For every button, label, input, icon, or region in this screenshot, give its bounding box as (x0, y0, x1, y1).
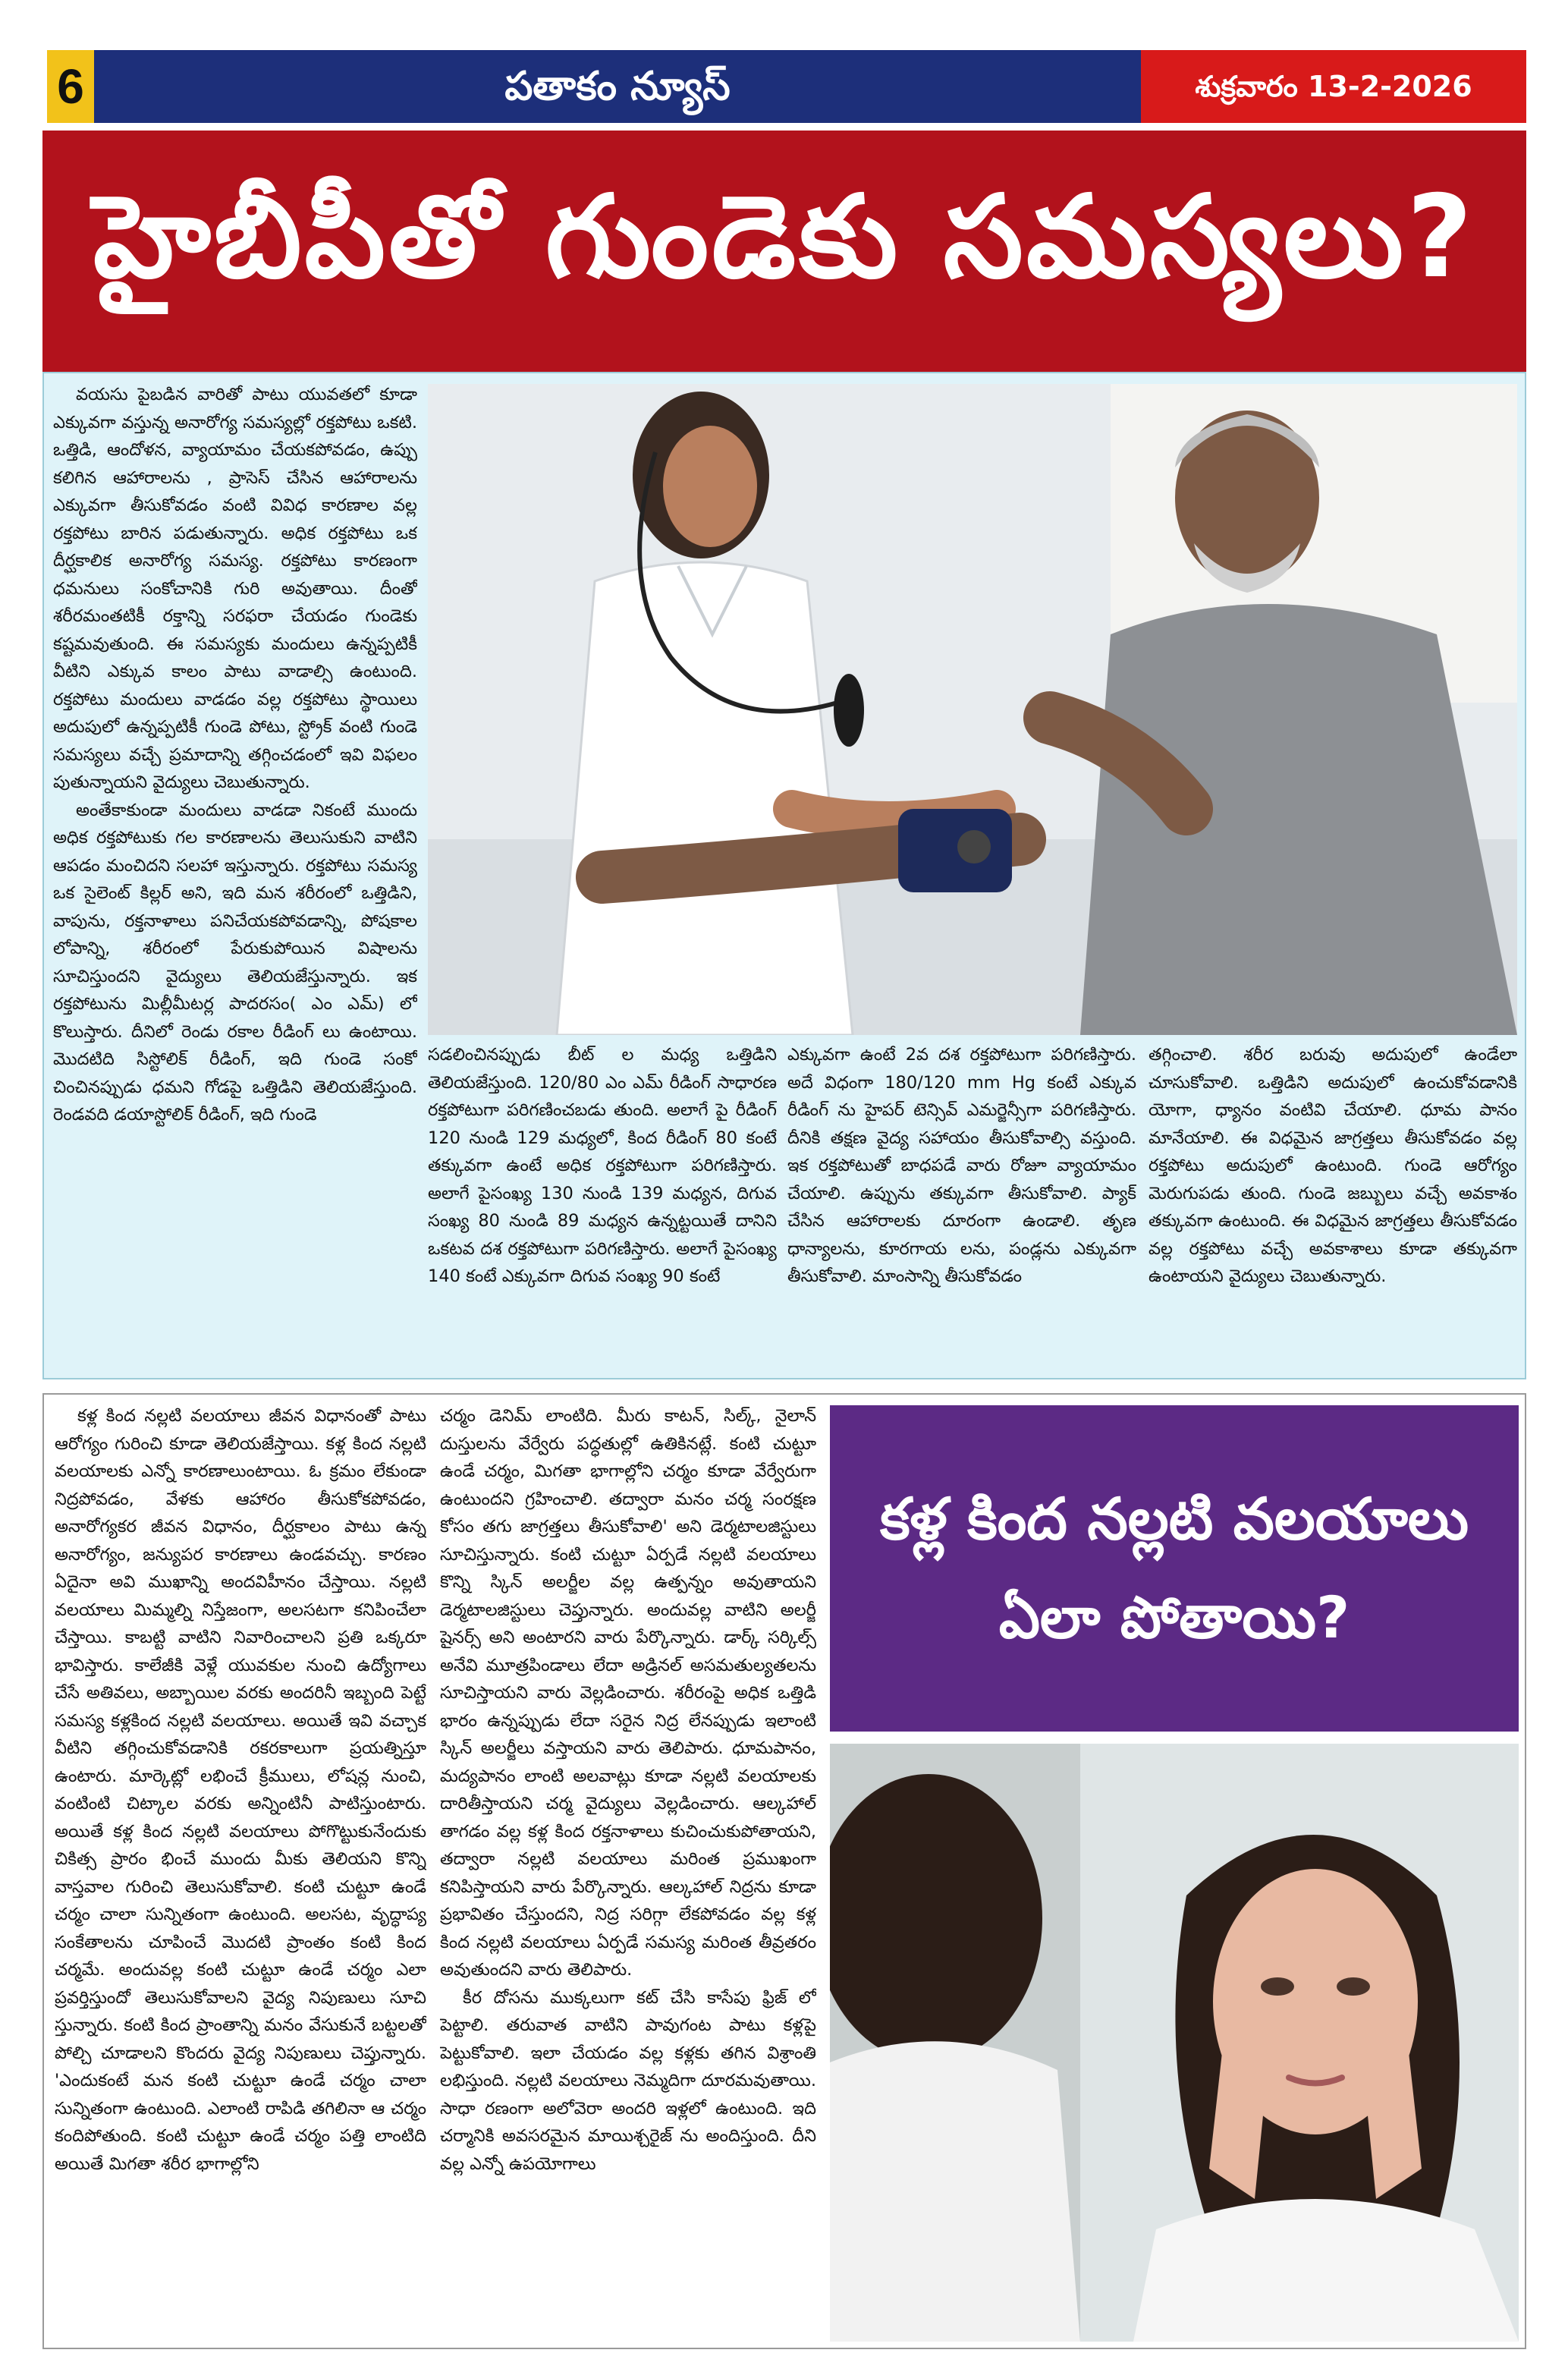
bottom-headline-box (830, 1405, 1519, 1732)
doctor-blood-pressure-illustration (428, 384, 1517, 1035)
bottom-headline-line-1: కళ్ల కింద నల్లటి వలయాలు (879, 1485, 1469, 1552)
woman-mirror-illustration (830, 1744, 1519, 2342)
top-headline: హైబీపీతో గుండెకు సమస్యలు? (93, 171, 1476, 304)
top-article-column-2-text: సడలించినప్పుడు బీట్ ల మధ్య ఒత్తిడిని తెలియజేస్తుంది. 120/80 ఎం ఎమ్ రీడింగ్ సాధారణ రక్తపోటుగా పరిగణించబడు తుంది. అలాగే పై రీడింగ్ 120 నుండి 129 మధ్యలో, కింద రీడింగ్ 80 కంటే తక్కువగా ఉంటే అధిక రక్తపోటుగా పరిగణిస్తారు. అలాగే పైసంఖ్య 130 నుండి 139 మధ్యన, దిగువ సంఖ్య 80 నుండి 89 మధ్యన ఉన్నట్టయితే దానిని ఒకటవ దశ రక్తపోటుగా పరిగణిస్తారు. అలాగే పైసంఖ్య 140 కంటే ఎక్కువగా దిగువ సంఖ్య 90 కంటే (428, 1045, 777, 1286)
paper-name: పతాకం న్యూస్ (94, 50, 1141, 123)
top-article-column-3-text: ఎక్కువగా ఉంటే 2వ దశ రక్తపోటుగా పరిగణిస్తారు. అదే విధంగా 180/120 mm Hg కంటే ఎక్కువ రీడింగ్ ను హైపర్ టెన్సివ్ ఎమర్జెన్సీగా పరిగణిస్తారు. దీనికి తక్షణ వైద్య సహాయం తీసుకోవాల్సి వస్తుంది. ఇక రక్తపోటుతో బాధపడే వారు రోజూ వ్యాయామం చేయాలి. ఉప్పును తక్కువగా తీసుకోవాలి. ప్యాక్ చేసిన ఆహారాలకు దూరంగా ఉండాలి. తృణ ధాన్యాలను, కూరగాయ లను, పండ్లను ఎక్కువగా తీసుకోవాలి. మాంసాన్ని తీసుకోవడం (787, 1045, 1136, 1286)
bottom-article (42, 1393, 1526, 2349)
bottom-headline-line-2: ఏలా పోతాయి? (998, 1584, 1350, 1651)
woman-dark-circles-photo (830, 1744, 1519, 2342)
top-article-column-1 (53, 381, 417, 1375)
top-headline-banner (42, 131, 1526, 372)
top-article-column-2 (428, 1041, 777, 1375)
top-article (42, 372, 1526, 1379)
page-number: 6 (47, 50, 94, 123)
bottom-article-column-1-text: కళ్ల కింద నల్లటి వలయాలు జీవన విధానంతో పాటు ఆరోగ్యం గురించి కూడా తెలియజేస్తాయి. కళ్ల కింద నల్లటి వలయాలకు ఎన్నో కారణాలుంటాయి. ఓ క్రమం లేకుండా నిద్రపోవడం, వేళకు ఆహారం తీసుకోకపోవడం, అనారోగ్యకర జీవన విధానం, దీర్ఘకాలం పాటు ఉన్న అనారోగ్యం, జన్యుపర కారణాలు ఉండవచ్చు. కారణం ఏదైనా అవి ముఖాన్ని అందవిహీనం చేస్తాయి. నల్లటి వలయాలు మిమ్మల్ని నిస్తేజంగా, అలసటగా కనిపించేలా చేస్తాయి. కాబట్టి వాటిని నివారించాలని ప్రతి ఒక్కరూ భావిస్తారు. కాలేజీకి వెళ్లే యువకుల నుంచి ఉద్యోగాలు చేసే అతివలు, అబ్బాయిల వరకు అందరినీ ఇబ్బంది పెట్టే సమస్య కళ్లకింద నల్లటి వలయాలు. అయితే ఇవి వచ్చాక వీటిని తగ్గించుకోవడానికి రకరకాలుగా ప్రయత్నిస్తూ ఉంటారు. మార్కెట్లో లభించే క్రీములు, లోషన్ల నుంచి, వంటింటి చిట్కాల వరకు అన్నింటినీ పాటిస్తుంటారు. అయితే కళ్ల కింద నల్లటి వలయాలు పోగొట్టుకునేందుకు చికిత్స ప్రారం భించే ముందు మీకు తెలియని కొన్ని వాస్తవాల గురించి తెలుసుకోవాలి. కంటి చుట్టూ ఉండే చర్మం చాలా సున్నితంగా ఉంటుంది. అలసట, వృద్ధాప్య సంకేతాలను చూపించే మొదటి ప్రాంతం కంటి కింద చర్మమే. అందువల్ల కంటి చుట్టూ ఉండే చర్మం ఎలా ప్రవర్తిస్తుందో తెలుసుకోవాలని వైద్య నిపుణులు సూచి స్తున్నారు. కంటి కింద ప్రాంతాన్ని మనం వేసుకునే బట్టలతో పోల్చి చూడాలని కొందరు వైద్య నిపుణులు చెప్తున్నారు. 'ఎందుకంటే మన కంటి చుట్టూ ఉండే చర్మం చాలా సున్నితంగా ఉంటుంది. ఎలాంటి రాపిడి తగిలినా ఆ చర్మం కందిపోతుంది. కంటి చుట్టూ ఉండే చర్మం పత్తి లాంటిది అయితే మిగతా శరీర భాగాల్లోని (55, 1406, 426, 2174)
bottom-article-paragraph-1: చర్మం డెనిమ్ లాంటిది. మీరు కాటన్, సిల్క్, నైలాన్ దుస్తులను వేర్వేరు పద్ధతుల్లో ఉతికినట్లే. కంటి చుట్టూ ఉండే చర్మం, మిగతా భాగాల్లోని చర్మం కూడా వేర్వేరుగా ఉంటుందని గ్రహించాలి. తద్వారా మనం చర్మ సంరక్షణ కోసం తగు జాగ్రత్తలు తీసుకోవాలి' అని డెర్మటాలజిస్టులు సూచిస్తున్నారు. కంటి చుట్టూ ఏర్పడే నల్లటి వలయాలు కొన్ని స్కిన్ అలర్జీల వల్ల ఉత్పన్నం అవుతాయని డెర్మటాలజిస్టులు చెప్తున్నారు. అందువల్ల వాటిని అలర్జీ షైనర్స్ అని అంటారని వారు పేర్కొన్నారు. డార్క్ సర్కిల్స్ అనేవి మూత్రపిండాలు లేదా అడ్రినల్ అసమతుల్యతలను సూచిస్తాయని వారు వెల్లడించారు. శరీరంపై అధిక ఒత్తిడి భారం ఉన్నప్పుడు లేదా సరైన నిద్ర లేనప్పుడు ఇలాంటి స్కిన్ అలర్జీలు వస్తాయని వారు తెలిపారు. ధూమపానం, మద్యపానం లాంటి అలవాట్లు కూడా నల్లటి వలయాలకు దారితీస్తాయని చర్మ వైద్యులు వెల్లడించారు. ఆల్కహాల్ తాగడం వల్ల కళ్ల కింద రక్తనాళాలు కుచించుకుపోతాయని, తద్వారా నల్లటి వలయాలు మరింత ప్రముఖంగా కనిపిస్తాయని వారు పేర్కొన్నారు. ఆల్కహాల్ నిద్రను కూడా ప్రభావితం చేస్తుందని, నిద్ర సరిగ్గా లేకపోవడం వల్ల కళ్ల కింద నల్లటి వలయాలు ఏర్పడే సమస్య మరింత తీవ్రతరం అవుతుందని వారు తెలిపారు. (440, 1406, 816, 1980)
bottom-article-paragraph-2: కీర దోసను ముక్కలుగా కట్ చేసి కాసేపు ఫ్రిజ్ లో పెట్టాలి. తరువాత వాటిని పావుగంట పాటు కళ్లపై పెట్టుకోవాలి. ఇలా చేయడం వల్ల కళ్లకు తగిన విశ్రాంతి లభిస్తుంది. నల్లటి వలయాలు నెమ్మదిగా దూరమవుతాయి. సాధా రణంగా అలోవెరా అందరి ఇళ్లలో ఉంటుంది. ఇది చర్మానికి అవసరమైన మాయిశ్చరైజ్ ను అందిస్తుంది. దీని వల్ల ఎన్నో ఉపయోగాలు (440, 1987, 816, 2174)
bottom-article-column-2 (440, 1402, 816, 2342)
top-article-column-3 (787, 1041, 1136, 1375)
masthead (47, 50, 1526, 123)
top-article-paragraph-1: వయసు పైబడిన వారితో పాటు యువతలో కూడా ఎక్కువగా వస్తున్న అనారోగ్య సమస్యల్లో రక్తపోటు ఒకటి. ఒత్తిడి, ఆందోళన, వ్యాయామం చేయకపోవడం, ఉప్పు కలిగిన ఆహారాలను , ప్రాసెస్ చేసిన ఆహారాలను ఎక్కువగా తీసుకోవడం వంటి వివిధ కారణాల వల్ల రక్తపోటు బారిన పడుతున్నారు. అధిక రక్తపోటు ఒక దీర్ఘకాలిక అనారోగ్య సమస్య. రక్తపోటు కారణంగా ధమనులు సంకోచానికి గురి అవుతాయి. దీంతో శరీరమంతటికీ రక్తాన్ని సరఫరా చేయడం గుండెకు కష్టమవుతుంది. ఈ సమస్యకు మందులు ఉన్నప్పటికీ వీటిని ఎక్కువ కాలం పాటు వాడాల్సి ఉంటుంది. రక్తపోటు మందులు వాడడం వల్ల రక్తపోటు స్థాయిలు అదుపులో ఉన్నప్పటికీ గుండె పోటు, స్ట్రోక్ వంటి గుండె సమస్యలు వచ్చే ప్రమాదాన్ని తగ్గించడంలో ఇవి విఫలం పుతున్నాయని వైద్యులు చెబుతున్నారు. (53, 385, 417, 792)
top-article-column-4 (1149, 1041, 1517, 1375)
doctor-blood-pressure-photo (428, 384, 1517, 1035)
issue-date: శుక్రవారం 13-2-2026 (1141, 50, 1526, 123)
top-article-paragraph-2: అంతేకాకుండా మందులు వాడడా నికంటే ముందు అధిక రక్తపోటుకు గల కారణాలను తెలుసుకుని వాటిని ఆపడం మంచిదని సలహా ఇస్తున్నారు. రక్తపోటు సమస్య ఒక సైలెంట్ కిల్లర్ అని, ఇది మన శరీరంలో ఒత్తిడిని, వాపును, రక్తనాళాలు పనిచేయకపోవడాన్ని, పోషకాల లోపాన్ని, శరీరంలో పేరుకుపోయిన విషాలను సూచిస్తుందని వైద్యులు తెలియజేస్తున్నారు. ఇక రక్తపోటును మిల్లీమీటర్ల పాదరసం( ఎం ఎమ్) లో కొలుస్తారు. దీనిలో రెండు రకాల రీడింగ్ లు ఉంటాయి. మొదటిది సిస్టోలిక్ రీడింగ్, ఇది గుండె సంకో చించినప్పుడు ధమని గోడపై ఒత్తిడిని తెలియజేస్తుంది. రెండవది డయాస్టోలిక్ రీడింగ్, ఇది గుండె (53, 800, 417, 1125)
bottom-article-column-1 (55, 1402, 426, 2342)
top-article-column-4-text: తగ్గించాలి. శరీర బరువు అదుపులో ఉండేలా చూసుకోవాలి. ఒత్తిడిని అదుపులో ఉంచుకోవడానికి యోగా, ధ్యానం వంటివి చేయాలి. ధూమ పానం మానేయాలి. ఈ విధమైన జాగ్రత్తలు తీసుకోవడం వల్ల రక్తపోటు అదుపులో ఉంటుంది. గుండె ఆరోగ్యం మెరుగుపడు తుంది. గుండె జబ్బులు వచ్చే అవకాశం తక్కువగా ఉంటుంది. ఈ విధమైన జాగ్రత్తలు తీసుకోవడం వల్ల రక్తపోటు వచ్చే అవకాశాలు కూడా తక్కువగా ఉంటాయని వైద్యులు చెబుతున్నారు. (1149, 1045, 1517, 1286)
